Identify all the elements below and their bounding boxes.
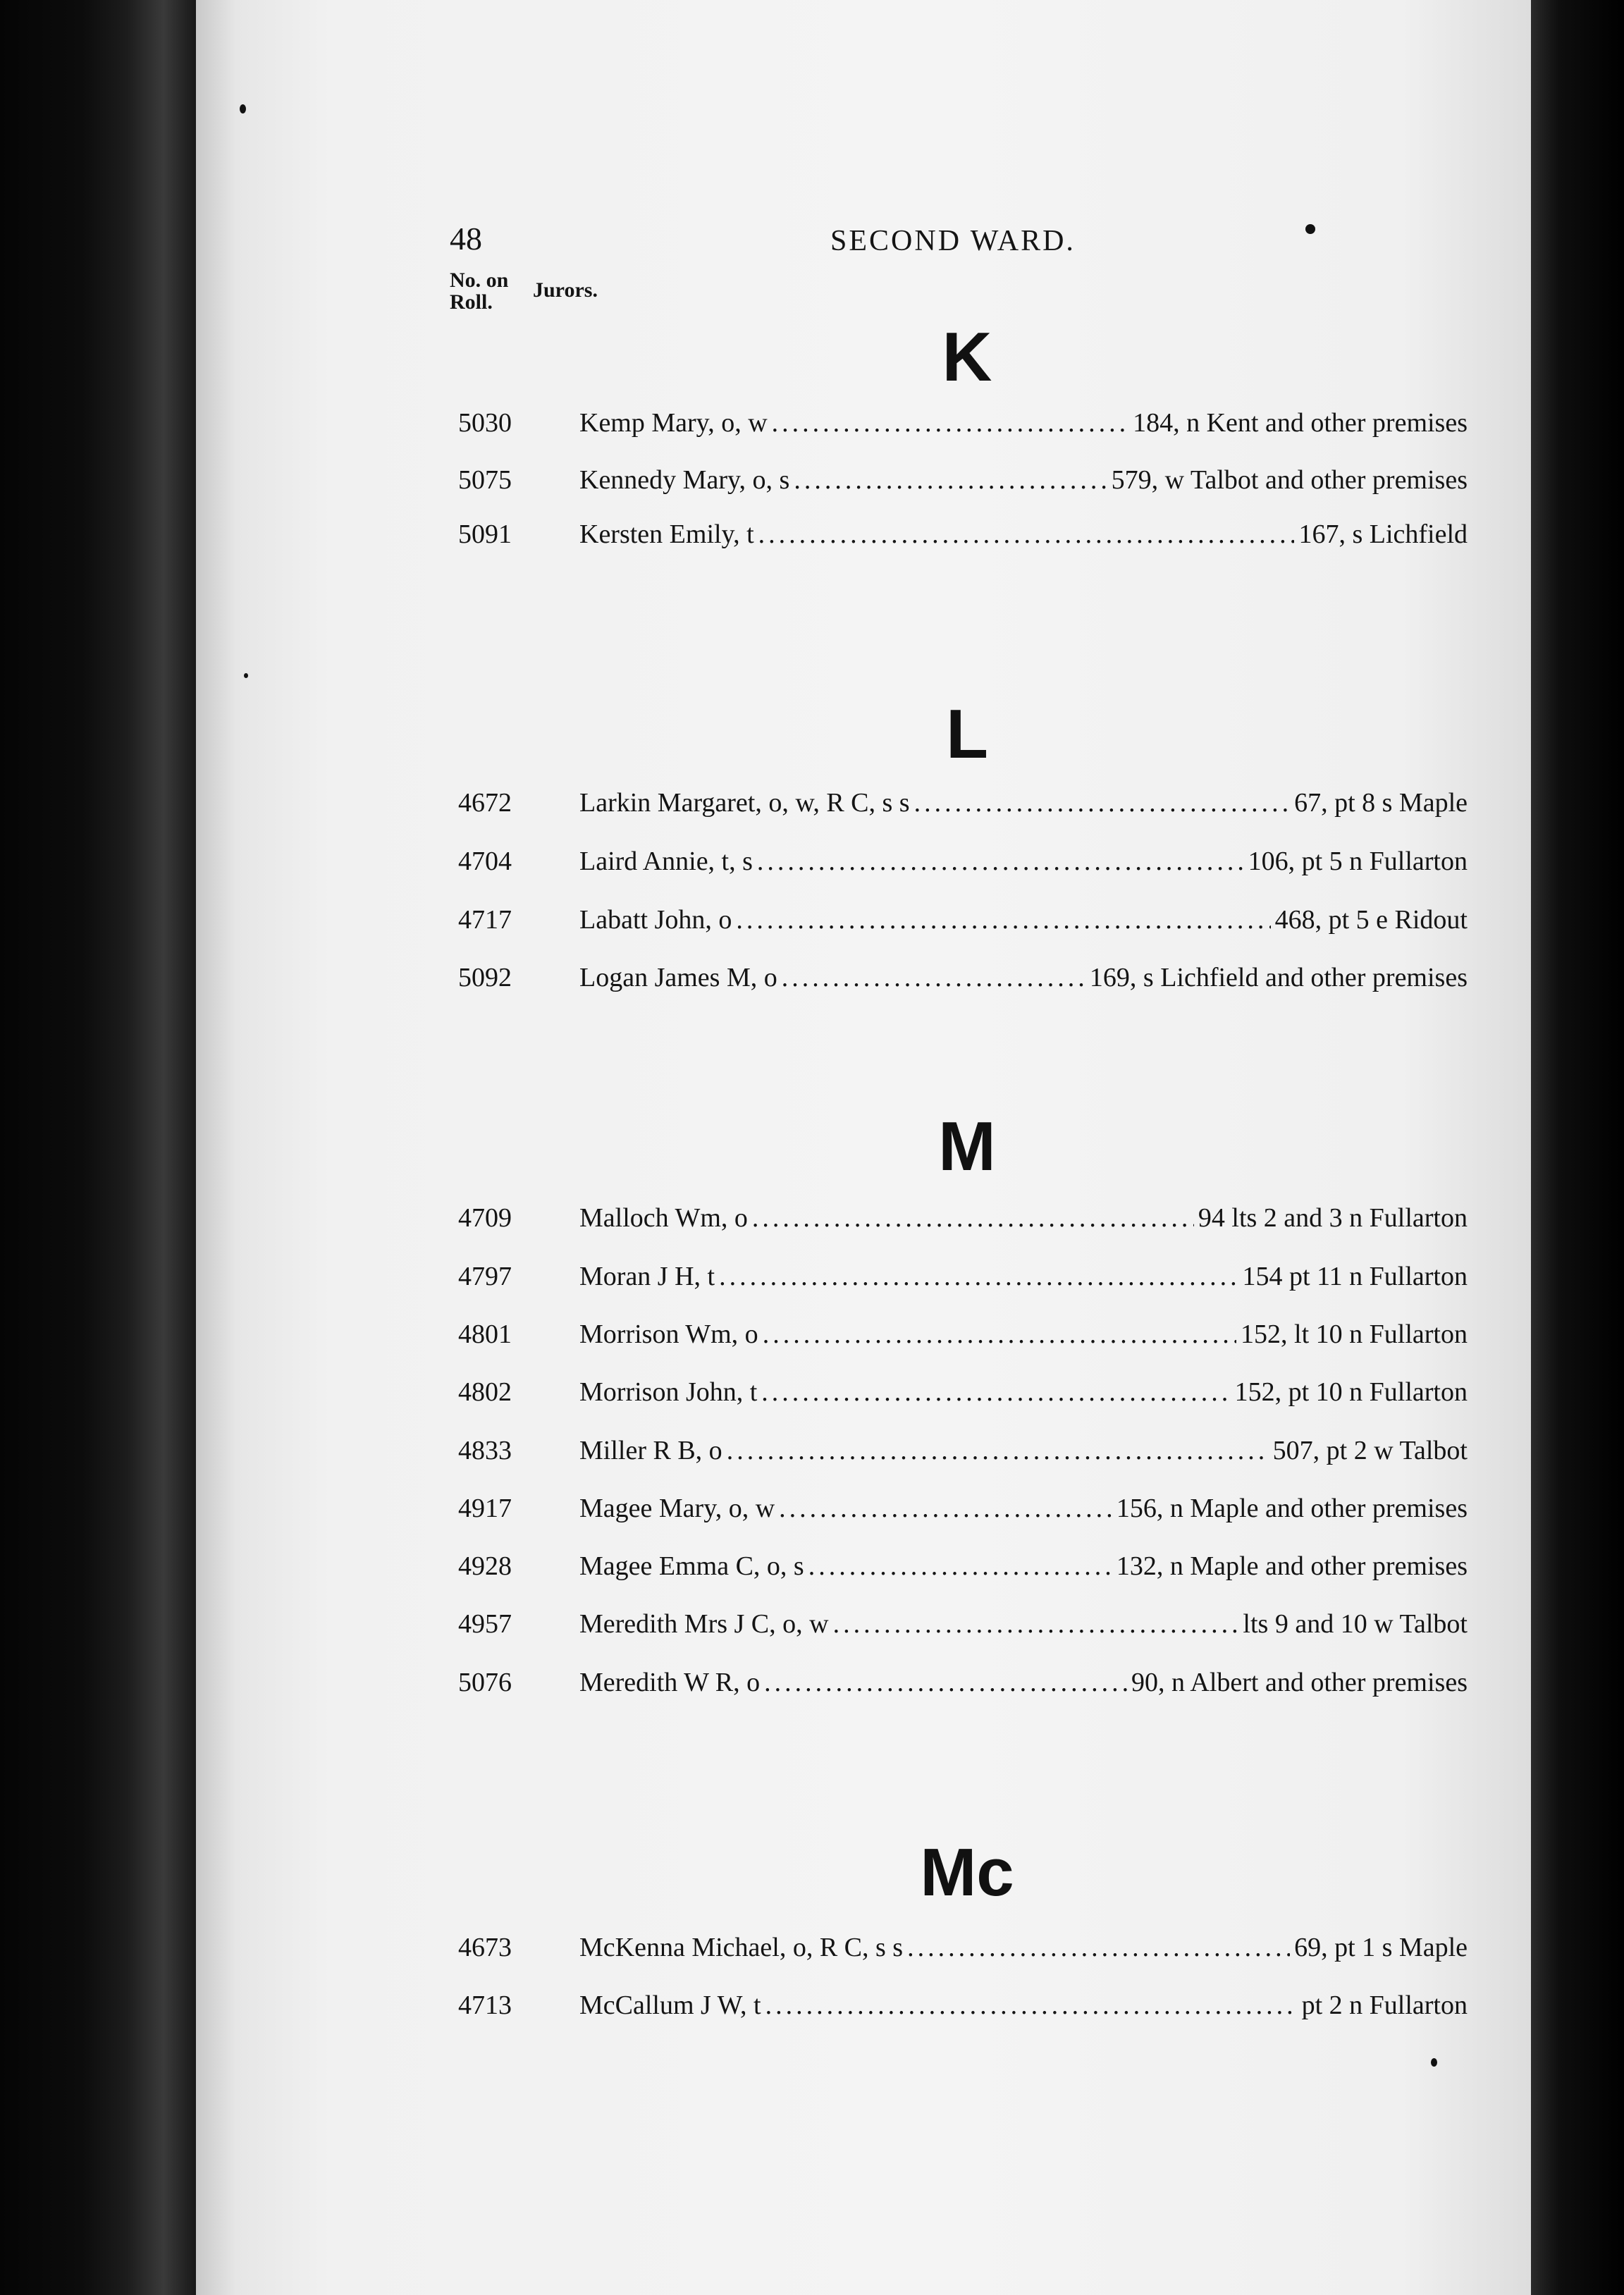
roll-number: 4917: [458, 1494, 512, 1523]
juror-name: McKenna Michael, o, R C, s s: [579, 1933, 904, 1962]
juror-name: Magee Mary, o, w: [579, 1494, 775, 1523]
juror-row: [458, 517, 1468, 552]
juror-row: [458, 1491, 1468, 1526]
dot-leader: [761, 1374, 1230, 1410]
section-letter-l: L: [946, 695, 988, 773]
juror-row: [458, 462, 1468, 498]
juror-address: 507, pt 2 w Talbot: [1272, 1436, 1468, 1465]
dot-leader: [772, 405, 1128, 441]
dot-leader: [808, 1549, 1112, 1584]
ink-speck: [1305, 224, 1315, 234]
juror-address: 579, w Talbot and other premises: [1111, 465, 1468, 495]
juror-row: [458, 1665, 1468, 1700]
juror-address: 152, pt 10 n Fullarton: [1234, 1377, 1468, 1407]
juror-address: 94 lts 2 and 3 n Fullarton: [1198, 1203, 1468, 1233]
juror-row: [458, 1259, 1468, 1294]
roll-number: 4801: [458, 1319, 512, 1349]
dot-leader: [907, 1930, 1290, 1965]
juror-address: 132, n Maple and other premises: [1116, 1551, 1468, 1581]
juror-name: Larkin Margaret, o, w, R C, s s: [579, 788, 910, 818]
roll-number: 5091: [458, 519, 512, 549]
juror-name: Logan James M, o: [579, 963, 777, 992]
roll-number: 5092: [458, 963, 512, 992]
juror-row: [458, 405, 1468, 441]
roll-number: 4672: [458, 788, 512, 818]
dot-leader: [758, 517, 1295, 552]
juror-address: 67, pt 8 s Maple: [1294, 788, 1468, 818]
juror-name: Magee Emma C, o, s: [579, 1551, 804, 1581]
juror-name: Labatt John, o: [579, 905, 732, 935]
juror-name: Morrison John, t: [579, 1377, 758, 1407]
juror-address: 69, pt 1 s Maple: [1294, 1933, 1468, 1962]
juror-address: pt 2 n Fullarton: [1301, 1991, 1468, 2020]
juror-address: lts 9 and 10 w Talbot: [1243, 1609, 1468, 1639]
dot-leader: [833, 1606, 1239, 1642]
roll-number: 4713: [458, 1991, 512, 2020]
juror-row: [458, 1549, 1468, 1584]
juror-name: Meredith Mrs J C, o, w: [579, 1609, 829, 1639]
juror-address: 156, n Maple and other premises: [1116, 1494, 1468, 1523]
juror-name: Kemp Mary, o, w: [579, 408, 768, 438]
page-number: 48: [450, 221, 482, 257]
dot-leader: [765, 1988, 1298, 2023]
juror-row: [458, 844, 1468, 879]
section-letter-k: K: [942, 318, 992, 395]
juror-row: [458, 785, 1468, 820]
juror-address: 184, n Kent and other premises: [1133, 408, 1468, 438]
dot-leader: [794, 462, 1107, 498]
dot-leader: [727, 1433, 1269, 1468]
juror-name: Malloch Wm, o: [579, 1203, 748, 1233]
roll-number: 4957: [458, 1609, 512, 1639]
juror-address: 106, pt 5 n Fullarton: [1248, 847, 1468, 876]
juror-name: Miller R B, o: [579, 1436, 722, 1465]
running-head: SECOND WARD.: [830, 225, 1076, 257]
juror-row: [458, 1930, 1468, 1965]
juror-row: [458, 1200, 1468, 1236]
dot-leader: [763, 1317, 1236, 1352]
juror-name: Kennedy Mary, o, s: [579, 465, 790, 495]
roll-number: 4673: [458, 1933, 512, 1962]
juror-name: Meredith W R, o: [579, 1668, 761, 1697]
column-header: [450, 269, 598, 314]
ink-speck: [240, 104, 246, 113]
dot-leader: [779, 1491, 1112, 1526]
dot-leader: [914, 785, 1290, 820]
roll-number: 5075: [458, 465, 512, 495]
roll-number: 4797: [458, 1262, 512, 1291]
juror-address: 167, s Lichfield: [1298, 519, 1468, 549]
juror-address: 90, n Albert and other premises: [1131, 1668, 1468, 1697]
juror-name: McCallum J W, t: [579, 1991, 761, 2020]
juror-address: 152, lt 10 n Fullarton: [1241, 1319, 1468, 1349]
roll-number: 4802: [458, 1377, 512, 1407]
roll-number: 4709: [458, 1203, 512, 1233]
juror-row: [458, 1317, 1468, 1352]
ink-speck: [244, 673, 248, 678]
juror-name: Moran J H, t: [579, 1262, 715, 1291]
section-letter-mc: Mc: [920, 1835, 1014, 1910]
roll-number: 4717: [458, 905, 512, 935]
juror-row: [458, 1988, 1468, 2023]
juror-row: [458, 1374, 1468, 1410]
dot-leader: [764, 1665, 1127, 1700]
ink-speck: [1431, 2058, 1437, 2067]
juror-name: Morrison Wm, o: [579, 1319, 758, 1349]
juror-row: [458, 1606, 1468, 1642]
juror-address: 169, s Lichfield and other premises: [1089, 963, 1468, 992]
juror-name: Laird Annie, t, s: [579, 847, 753, 876]
roll-number: 5030: [458, 408, 512, 438]
dot-leader: [719, 1259, 1238, 1294]
roll-number: 4928: [458, 1551, 512, 1581]
dot-leader: [757, 844, 1244, 879]
juror-address: 154 pt 11 n Fullarton: [1242, 1262, 1468, 1291]
roll-number: 4704: [458, 847, 512, 876]
juror-name: Kersten Emily, t: [579, 519, 754, 549]
dot-leader: [736, 902, 1270, 937]
column-header-jurors: Jurors.: [533, 278, 598, 302]
juror-row: [458, 1433, 1468, 1468]
roll-number: 5076: [458, 1668, 512, 1697]
dot-leader: [782, 960, 1085, 995]
column-header-no-on: No. on: [450, 269, 509, 292]
roll-number: 4833: [458, 1436, 512, 1465]
juror-address: 468, pt 5 e Ridout: [1274, 905, 1468, 935]
dot-leader: [752, 1200, 1194, 1236]
column-header-roll: Roll.: [450, 290, 493, 314]
juror-row: [458, 902, 1468, 937]
section-letter-m: M: [938, 1107, 996, 1185]
juror-row: [458, 960, 1468, 995]
